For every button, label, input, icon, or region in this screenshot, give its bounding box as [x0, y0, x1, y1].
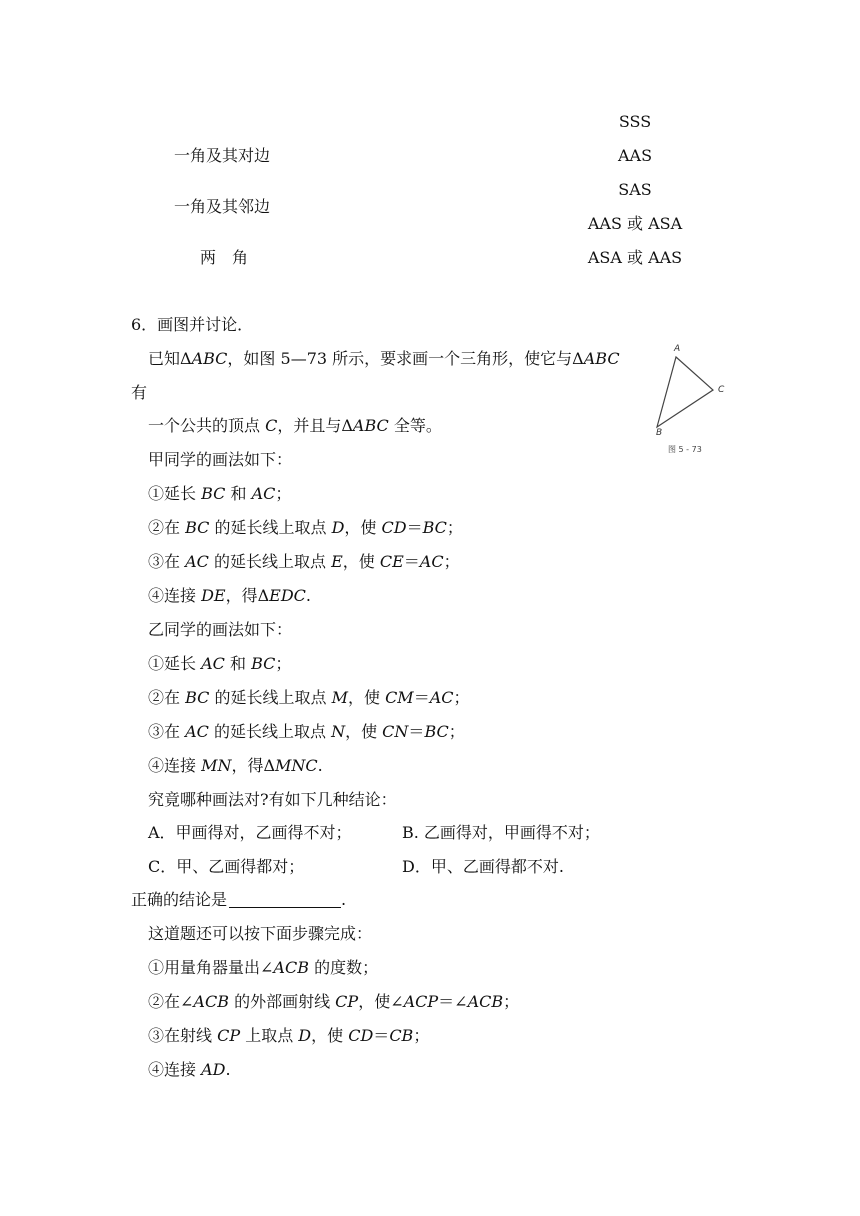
option-c: C．甲、乙画得都对；	[148, 857, 305, 876]
jia-step-3: ③在 AC 的延长线上取点 E，使 CE＝AC；	[148, 552, 460, 571]
jia-step-1: ①延长 BC 和 AC；	[148, 484, 292, 503]
yi-step-1: ①延长 AC 和 BC；	[148, 654, 292, 673]
table-right-2: AAS	[617, 146, 653, 165]
yi-step-2: ②在 BC 的延长线上取点 M，使 CM＝AC；	[148, 688, 470, 707]
step-2: ②在∠ACB 的外部画射线 CP，使∠ACP＝∠ACB；	[148, 992, 520, 1011]
yi-title: 乙同学的画法如下：	[148, 620, 293, 639]
question-title: 6．画图并讨论．	[131, 315, 254, 334]
intro-line-1: 已知ΔABC，如图 5—73 所示，要求画一个三角形，使它与ΔABC	[148, 349, 620, 368]
answer-line: 正确的结论是 .	[131, 890, 347, 909]
table-left-2: 一角及其邻边	[174, 197, 271, 216]
intro-line-1b: 有	[131, 383, 148, 402]
vertex-label-b: B	[656, 428, 663, 438]
step-3: ③在射线 CP 上取点 D，使 CD＝CB；	[148, 1026, 430, 1045]
triangle-drawing	[648, 340, 738, 440]
triangle-figure	[648, 340, 738, 460]
answer-blank	[229, 891, 341, 908]
figure-caption: 图 5 - 73	[668, 445, 702, 454]
jia-step-2: ②在 BC 的延长线上取点 D，使 CD＝BC；	[148, 518, 463, 537]
yi-step-4: ④连接 MN，得ΔMNC.	[148, 756, 323, 775]
table-right-4: AAS 或 ASA	[587, 214, 683, 233]
jia-title: 甲同学的画法如下：	[148, 450, 293, 469]
vertex-label-c: C	[718, 385, 725, 395]
steps-title: 这道题还可以按下面步骤完成：	[148, 924, 373, 943]
yi-step-3: ③在 AC 的延长线上取点 N，使 CN＝BC；	[148, 722, 465, 741]
option-a: A．甲画得对，乙画得不对；	[148, 823, 352, 842]
question-text: 究竟哪种画法对?有如下几种结论：	[148, 790, 397, 809]
table-right-5: ASA 或 AAS	[587, 248, 683, 267]
option-d: D．甲、乙画得都不对.	[402, 857, 564, 876]
intro-line-2: 一个公共的顶点 C，并且与ΔABC 全等。	[148, 416, 442, 435]
triangle-abc	[657, 357, 713, 427]
step-4: ④连接 AD.	[148, 1060, 231, 1079]
step-1: ①用量角器量出∠ACB 的度数；	[148, 958, 379, 977]
table-left-1: 一角及其对边	[174, 146, 271, 165]
table-left-3: 两 角	[200, 248, 249, 267]
table-right-1: SSS	[618, 112, 652, 131]
jia-step-4: ④连接 DE，得ΔEDC.	[148, 586, 312, 605]
option-b: B. 乙画得对，甲画得不对；	[402, 823, 600, 842]
table-right-3: SAS	[618, 180, 652, 199]
vertex-label-a: A	[674, 344, 681, 354]
